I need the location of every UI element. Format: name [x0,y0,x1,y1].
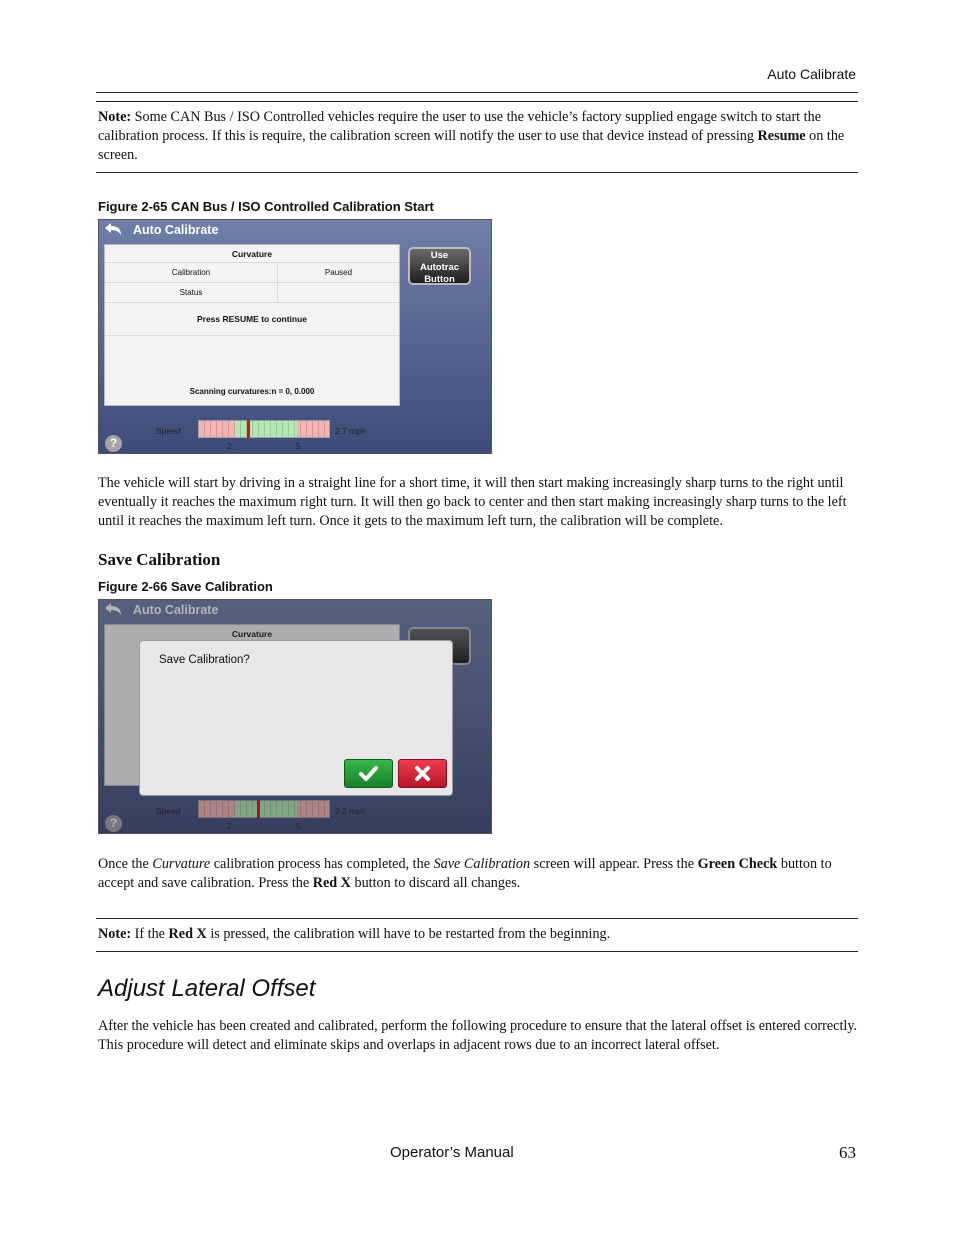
speed-marker [247,420,250,438]
body-paragraph-1: The vehicle will start by driving in a straight line for a short time, it will then start making increasingly sharp turns to the right until eventually it reaches the maximum right turn. It will then go back to center and then start making increasingly sharp turns to the left until it reaches the maximum left turn. Once it gets to the maximum left turn, the calibration will be complete. [98,475,847,529]
para2-text-2: calibration process has completed, the [210,856,434,872]
speed-gauge-green-zone [235,421,297,437]
speed-label: Speed [156,426,181,436]
para2-text-5: button to discard all changes. [350,875,521,891]
button-line-1: Use [430,250,449,261]
figure-caption-2: Figure 2-66 Save Calibration [98,579,273,594]
back-arrow-icon[interactable] [103,221,125,237]
para2-text-1: Once the [98,856,153,872]
save-calibration-screenshot [98,599,492,834]
note-rule-top [96,918,858,919]
note-text-b: on the screen. [98,128,845,163]
speed-value: 3.2 mph [335,806,366,816]
button-line-2: Autotrac [419,262,460,273]
note-rule-bottom [96,172,858,173]
scan-status: Scanning curvatures:n = 0, 0.000 [189,387,315,396]
screen-title: Auto Calibrate [133,223,219,237]
para2-text-4: button to accept and save calibration. Press the [98,856,832,891]
help-icon: ? [105,815,122,832]
speed-value: 2.7 mph [335,426,366,436]
resume-prompt: Press RESUME to continue [196,314,308,324]
note2-text-1: If the [131,926,169,942]
close-icon [399,760,446,787]
running-head: Auto Calibrate [767,66,856,82]
speed-gauge [198,420,330,438]
panel-heading: Curvature [231,249,273,259]
gauge-tick-label: 2 [227,441,232,451]
calibration-value: Paused [324,268,353,277]
note-label: Note: [98,109,132,125]
screen-title: Auto Calibrate [133,603,219,617]
check-icon [345,760,392,787]
note2-text-2: is pressed, the calibration will have to be restarted from the beginning. [206,926,611,942]
section-heading-adjust: Adjust Lateral Offset [98,975,316,1002]
row-divider [105,335,399,336]
para2-italic-curvature: Curvature [152,856,211,872]
note-rule-top [96,101,858,102]
header-rule [96,92,858,93]
figure-caption-1: Figure 2-65 CAN Bus / ISO Controlled Calibration Start [98,199,434,214]
red-x-button[interactable] [398,759,447,788]
speed-label: Speed [156,806,181,816]
calibration-label: Calibration [171,268,211,277]
dialog-message: Save Calibration? [159,654,250,666]
para2-italic-save: Save Calibration [433,856,531,872]
save-calibration-dialog [139,640,453,796]
body-paragraph-3: After the vehicle has been created and calibrated, perform the following procedure to ensure that the lateral offset is entered correctly. This procedure will detect and eliminate skips and overlaps in adjacent rows due to an incorrect lateral offset. [98,1018,858,1053]
note-rule-bottom [96,951,858,952]
note-bold-resume: Resume [757,128,806,144]
help-icon[interactable]: ? [105,435,122,452]
status-label: Status [179,288,203,297]
footer-title: Operator’s Manual [390,1144,514,1161]
row-divider [105,262,399,263]
page-number: 63 [839,1143,856,1162]
row-divider [105,302,399,303]
note-box-1 [98,108,858,165]
body-paragraph-2 [98,855,858,893]
calibration-panel [104,244,400,406]
gauge-tick-label: 2 [227,821,232,831]
calibration-start-screenshot [98,219,492,454]
para2-bold-green-check: Green Check [697,856,778,872]
gauge-tick-label: 5 [296,441,301,451]
gauge-tick-label: 5 [296,821,301,831]
note-text-a: Some CAN Bus / ISO Controlled vehicles require the user to use the vehicle’s factory supplied engage switch to start the calibration process. If this is require, the calibration screen will notify the user to use that device instead of pressing [98,109,822,144]
note-label: Note: [98,926,132,942]
para2-bold-red-x: Red X [312,875,351,891]
panel-heading: Curvature [231,629,273,639]
note-box-2 [98,925,858,944]
para2-text-3: screen will appear. Press the [530,856,698,872]
button-line-3: Button [424,274,455,285]
green-check-button[interactable] [344,759,393,788]
row-divider [105,282,399,283]
note2-bold-red-x: Red X [168,926,207,942]
use-autotrac-button[interactable] [408,247,471,285]
section-heading-save: Save Calibration [98,550,221,569]
